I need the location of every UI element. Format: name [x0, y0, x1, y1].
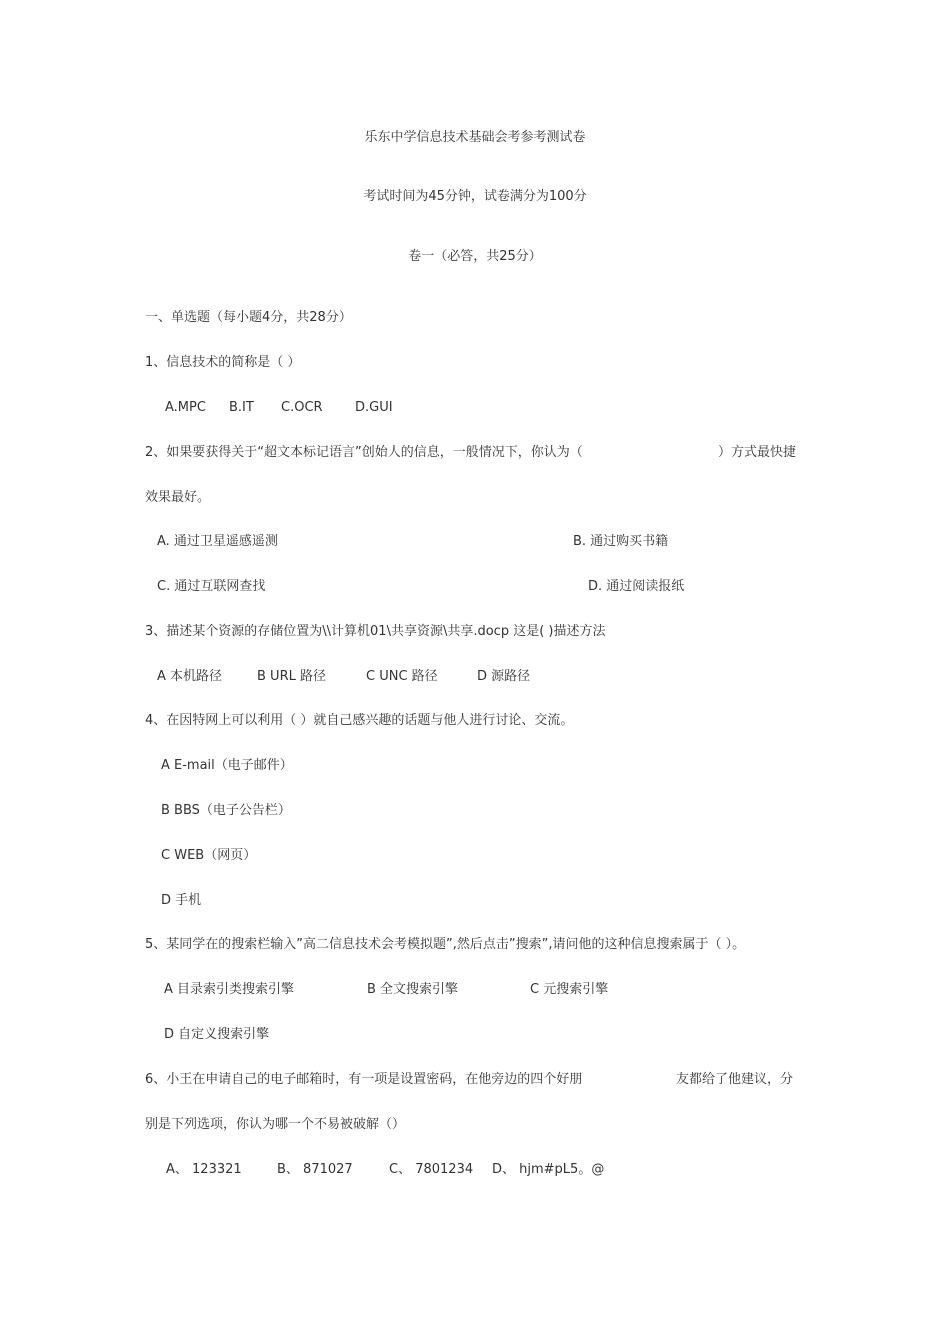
question-1-stem: 1、信息技术的简称是（ ）	[145, 355, 301, 370]
q6-option-c: C、 7801234	[389, 1162, 474, 1177]
question-6-stem: 6、小王在申请自己的电子邮箱时，有一项是设置密码，在他旁边的四个好朋	[145, 1072, 583, 1087]
question-2-stem: 2、如果要获得关于“超文本标记语言”创始人的信息，一般情况下，你认为（	[145, 445, 583, 460]
q3-option-c: C UNC 路径	[366, 669, 438, 684]
q3-option-a: A 本机路径	[157, 669, 223, 684]
q2-option-a: A. 通过卫星遥感遥测	[157, 534, 278, 549]
question-3-stem: 3、描述某个资源的存储位置为\\计算机01\共享资源\共享.docp 这是( )描述方法	[145, 624, 606, 639]
part-title: 卷一（必答，共25分）	[408, 249, 542, 264]
exam-title: 乐东中学信息技术基础会考参考测试卷	[364, 130, 586, 145]
exam-info: 考试时间为45分钟，试卷满分为100分	[363, 189, 587, 204]
q6-option-b: B、 871027	[277, 1162, 353, 1177]
section-heading: 一、单选题（每小题4分，共28分）	[145, 310, 352, 325]
q5-option-a: A 目录索引类搜索引擎	[164, 982, 295, 997]
question-6-stem-end: 友都给了他建议，分	[676, 1072, 794, 1087]
question-2-stem-end: ）方式最快捷	[718, 445, 797, 460]
q5-option-d: D 自定义搜索引擎	[164, 1027, 270, 1042]
q6-option-a: A、 123321	[166, 1162, 242, 1177]
q2-option-d: D. 通过阅读报纸	[588, 579, 685, 594]
q1-option-a: A.MPC	[165, 400, 206, 415]
q3-option-d: D 源路径	[477, 669, 531, 684]
q2-option-b: B. 通过购买书籍	[573, 534, 669, 549]
q4-option-c: C WEB（网页）	[161, 848, 257, 863]
question-6-stem-cont: 别是下列选项，你认为哪一个不易被破解（）	[145, 1117, 406, 1132]
q1-option-c: C.OCR	[281, 400, 323, 415]
q4-option-b: B BBS（电子公告栏）	[161, 803, 291, 818]
q5-option-c: C 元搜索引擎	[530, 982, 609, 997]
q4-option-d: D 手机	[161, 893, 202, 908]
q1-option-d: D.GUI	[355, 400, 393, 415]
q4-option-a: A E-mail（电子邮件）	[161, 758, 293, 773]
q6-option-d: D、 hjm#pL5。@	[492, 1162, 605, 1177]
question-4-stem: 4、在因特网上可以利用（ ）就自己感兴趣的话题与他人进行讨论、交流。	[145, 713, 574, 728]
q1-option-b: B.IT	[229, 400, 254, 415]
question-5-stem: 5、某同学在的搜索栏输入”高二信息技术会考模拟题”,然后点击”搜索”,请问他的这种信息搜索属于（ ）。	[145, 937, 746, 952]
q5-option-b: B 全文搜索引擎	[367, 982, 459, 997]
question-2-stem-cont: 效果最好。	[145, 490, 211, 505]
q3-option-b: B URL 路径	[257, 669, 326, 684]
q2-option-c: C. 通过互联网查找	[157, 579, 266, 594]
